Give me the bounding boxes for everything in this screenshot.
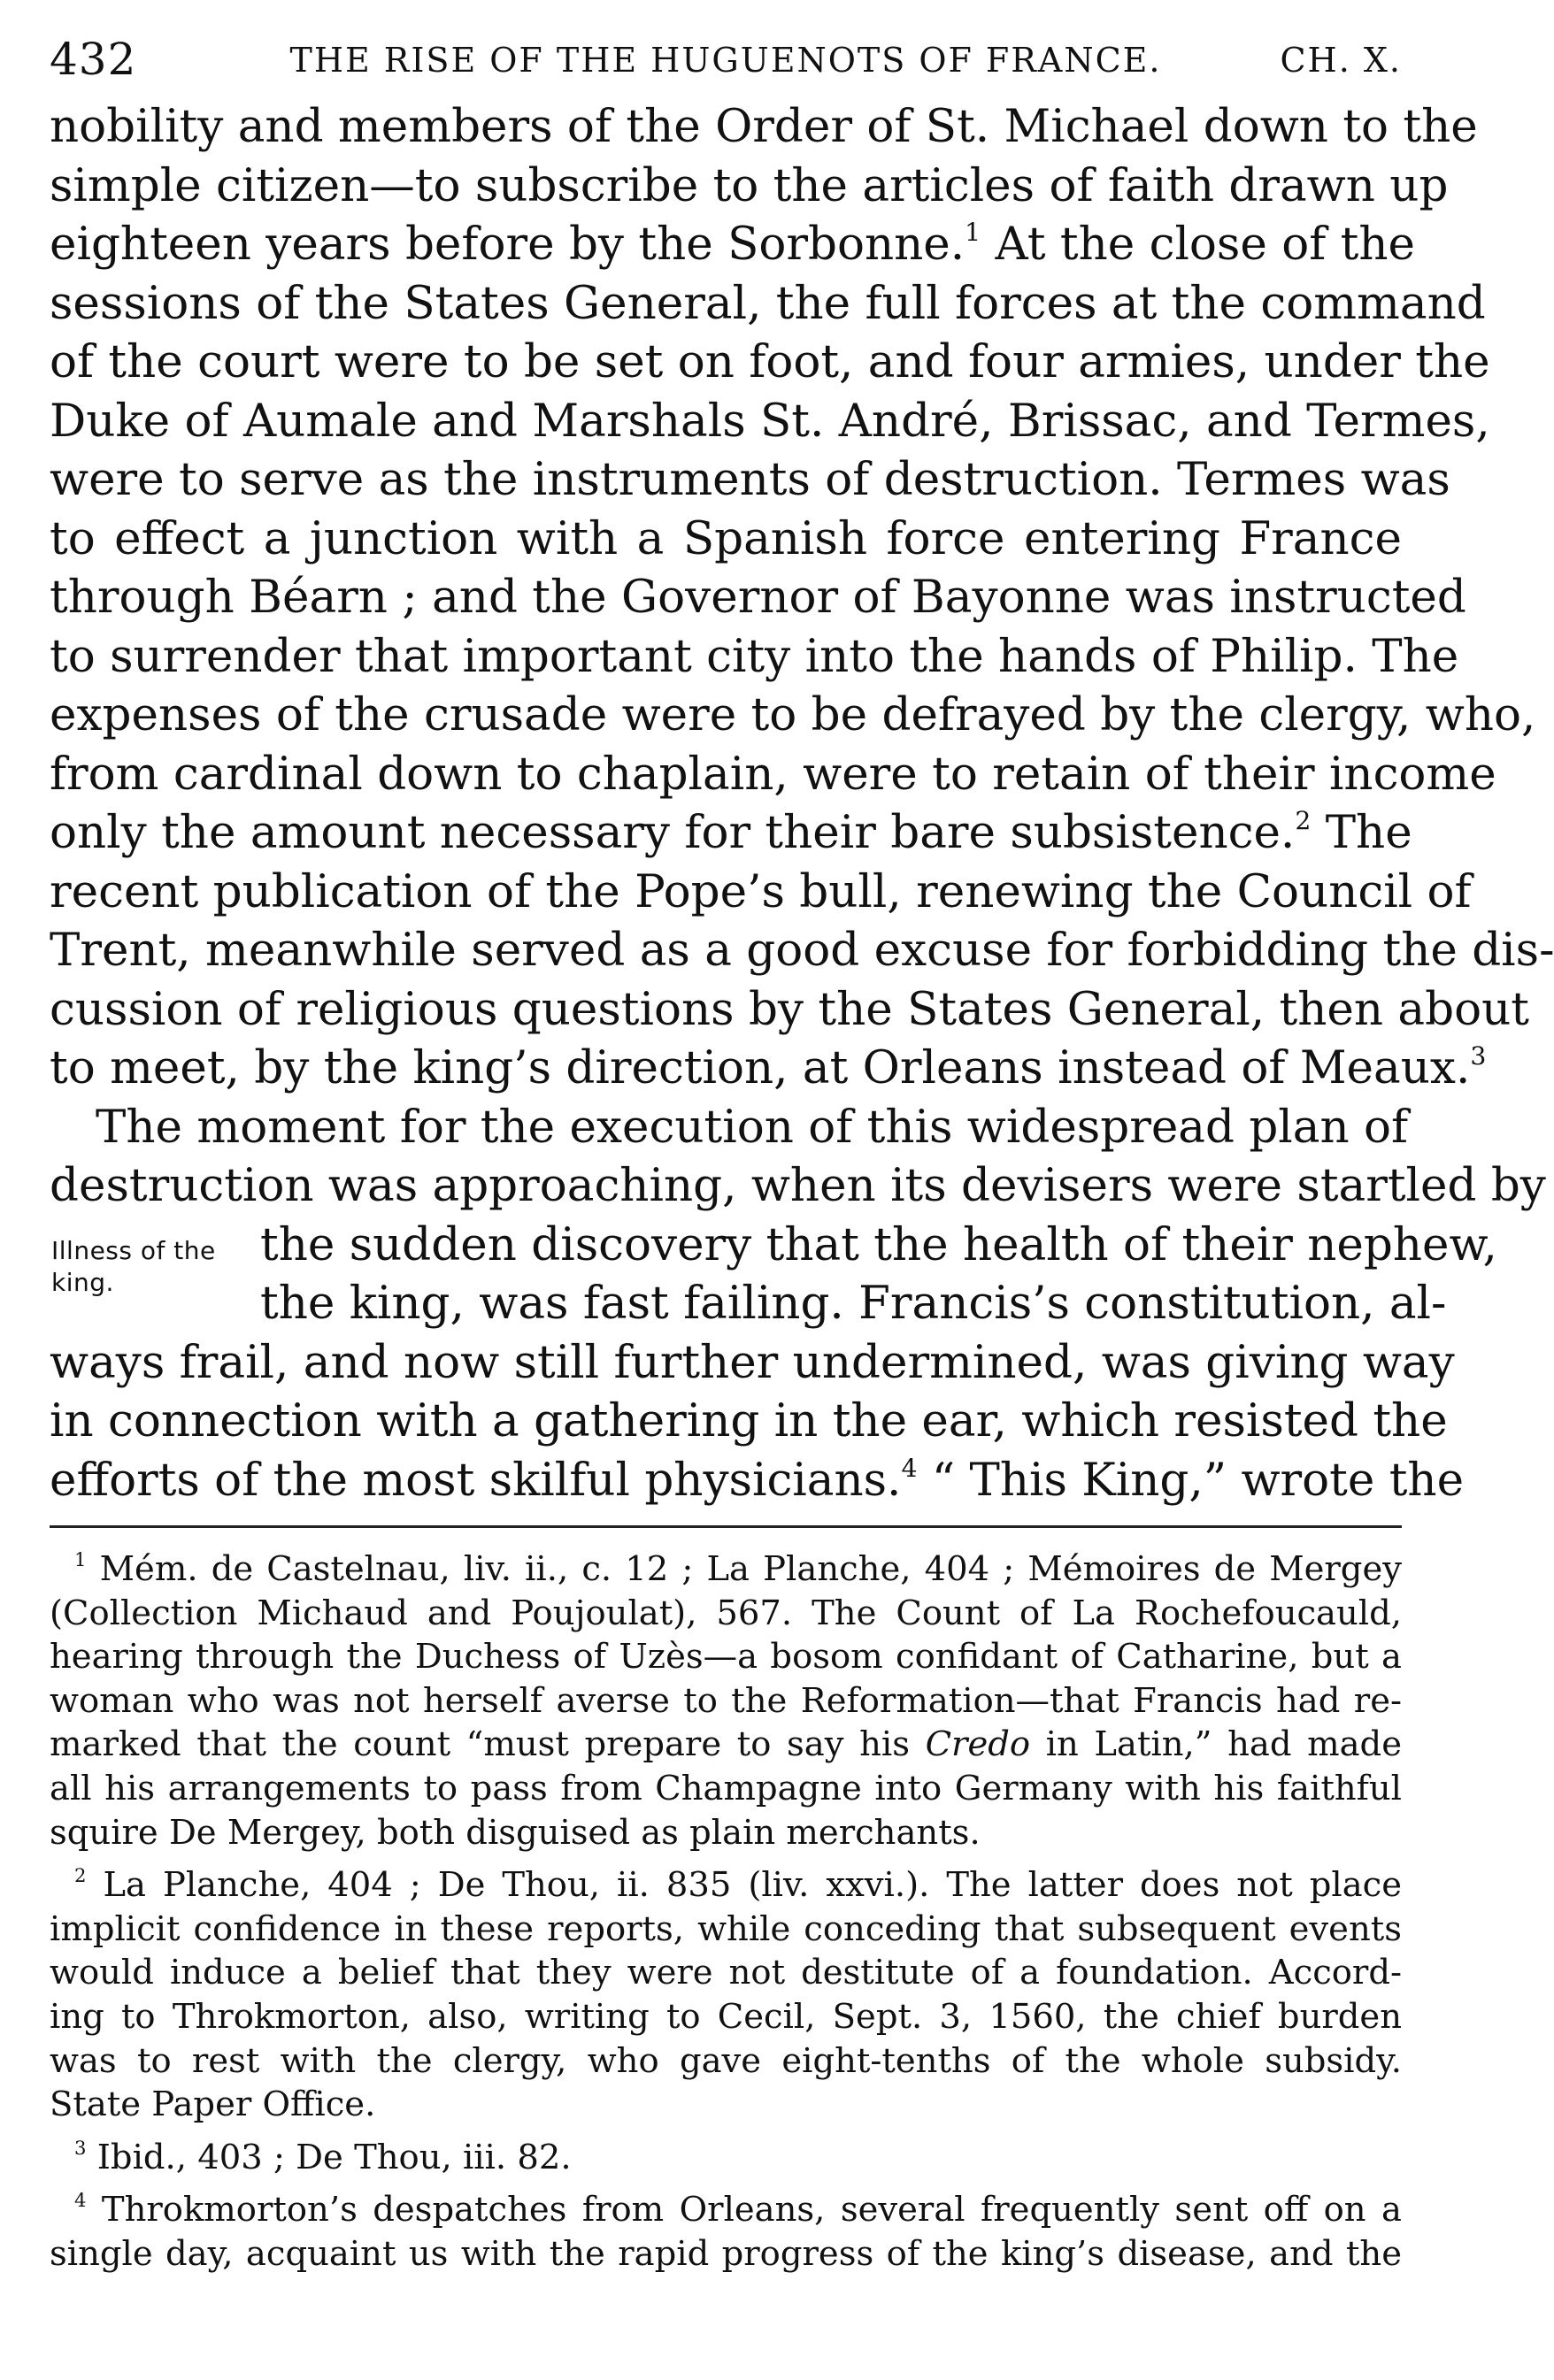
- footnote-marker: 1: [74, 1548, 87, 1571]
- footnote-line: marked that the count “must prepare to say his Credo in Latin,” had made: [50, 1724, 1402, 1765]
- footnote-ref: 3: [1470, 1040, 1487, 1071]
- footnote-line: (Collection Michaud and Poujoulat), 567. The Count of La Rochefoucauld,: [50, 1593, 1402, 1633]
- text-line: destruction was approaching, when its devisers were startled by: [50, 1159, 1546, 1212]
- footnote-line: State Paper Office.: [50, 2084, 376, 2125]
- text-line: The moment for the execution of this widespread plan of: [96, 1100, 1409, 1154]
- page-number: 432: [50, 34, 137, 85]
- footnote-1: [50, 1547, 1402, 1854]
- book-page: [50, 27, 1554, 2285]
- footnote-4: [50, 2188, 1402, 2276]
- footnote-rule: [50, 1525, 1402, 1528]
- text-line: to surrender that important city into the hands of Philip. The: [50, 629, 1459, 683]
- margin-note: [51, 1235, 216, 1299]
- text-line: expenses of the crusade were to be defrayed by the clergy, who,: [50, 688, 1536, 741]
- footnote-line: hearing through the Duchess of Uzès—a bosom confidant of Catharine, but a: [50, 1637, 1402, 1678]
- running-header: [50, 27, 1402, 97]
- text-line: cussion of religious questions by the States General, then about: [50, 982, 1529, 1036]
- text-line: simple citizen—to subscribe to the articles of faith drawn up: [50, 158, 1449, 212]
- text-line: recent publication of the Pope’s bull, renewing the Council of: [50, 864, 1472, 918]
- text-line: sessions of the States General, the full forces at the command: [50, 276, 1486, 330]
- footnote-marker: 3: [74, 2136, 87, 2159]
- text-line: eighteen years before by the Sorbonne.$^1$ At the close of the: [50, 217, 1415, 271]
- footnote-marker: 2: [74, 1864, 87, 1887]
- text-line: ways frail, and now still further undermined, was giving way: [50, 1335, 1455, 1389]
- text-line: efforts of the most skilful physicians.$^4$ “ This King,” wrote the: [50, 1453, 1465, 1507]
- footnote-line: ing to Throkmorton, also, writing to Cecil, Sept. 3, 1560, the chief burden: [50, 1996, 1402, 2037]
- text-line: Duke of Aumale and Marshals St. André, Brissac, and Termes,: [50, 394, 1490, 448]
- text-line: only the amount necessary for their bare subsistence.$^2$ The: [50, 805, 1412, 859]
- text-line: to effect a junction with a Spanish force entering France: [50, 511, 1402, 565]
- footnote-line: all his arrangements to pass from Champagne into Germany with his faithful: [50, 1768, 1402, 1808]
- footnote-3: [50, 2136, 1402, 2180]
- footnote-line: $^4$ Throkmorton’s despatches from Orleans, several frequently sent off on a: [74, 2189, 1402, 2230]
- footnote-line: $^3$ Ibid., 403 ; De Thou, iii. 82.: [74, 2136, 572, 2177]
- footnote-ref: 2: [1295, 805, 1312, 835]
- footnote-line: woman who was not herself averse to the Reformation—that Francis had re-: [50, 1680, 1402, 1721]
- margin-note-line: king.: [51, 1268, 114, 1297]
- text-line: from cardinal down to chaplain, were to retain of their income: [50, 747, 1496, 801]
- footnote-ref: 1: [965, 217, 981, 247]
- footnote-2: [50, 1863, 1402, 2127]
- text-line: through Béarn ; and the Governor of Bayonne was instructed: [50, 571, 1466, 624]
- chapter-label: CH. X.: [1280, 41, 1402, 80]
- text-line: Trent, meanwhile served as a good excuse for forbidding the dis-: [50, 924, 1554, 977]
- margin-note-line: Illness of the: [51, 1236, 216, 1265]
- text-line: the sudden discovery that the health of their nephew,: [260, 1217, 1497, 1271]
- footnote-line: would induce a belief that they were not destitute of a foundation. Accord-: [50, 1953, 1402, 1993]
- text-line: nobility and members of the Order of St. Michael down to the: [50, 100, 1478, 153]
- footnote-ref: 4: [901, 1453, 918, 1483]
- italic-term: Credo: [925, 1724, 1031, 1765]
- footnotes: [50, 1547, 1402, 2276]
- text-line: of the court were to be set on foot, and four armies, under the: [50, 335, 1490, 388]
- footnote-line: $^1$ Mém. de Castelnau, liv. ii., c. 12 ; La Planche, 404 ; Mémoires de Mergey: [74, 1548, 1402, 1589]
- text-line: the king, was fast failing. Francis’s constitution, al-: [260, 1277, 1447, 1330]
- text-line: in connection with a gathering in the ear, which resisted the: [50, 1394, 1448, 1447]
- text-line: were to serve as the instruments of destruction. Termes was: [50, 453, 1450, 506]
- footnote-line: implicit confidence in these reports, while conceding that subsequent events: [50, 1908, 1402, 1949]
- footnote-line: squire De Mergey, both disguised as plain merchants.: [50, 1812, 981, 1853]
- text-line: to meet, by the king’s direction, at Orleans instead of Meaux.$^3$: [50, 1040, 1487, 1094]
- main-text: [50, 97, 1554, 1509]
- footnote-line: single day, acquaint us with the rapid progress of the king’s disease, and the: [50, 2233, 1402, 2274]
- footnote-marker: 4: [74, 2189, 87, 2212]
- footnote-line: $^2$ La Planche, 404 ; De Thou, ii. 835 (liv. xxvi.). The latter does not place: [74, 1864, 1402, 1906]
- footnote-line: was to rest with the clergy, who gave eight-tenths of the whole subsidy.: [50, 2040, 1402, 2081]
- running-title: THE RISE OF THE HUGUENOTS OF FRANCE.: [289, 41, 1162, 80]
